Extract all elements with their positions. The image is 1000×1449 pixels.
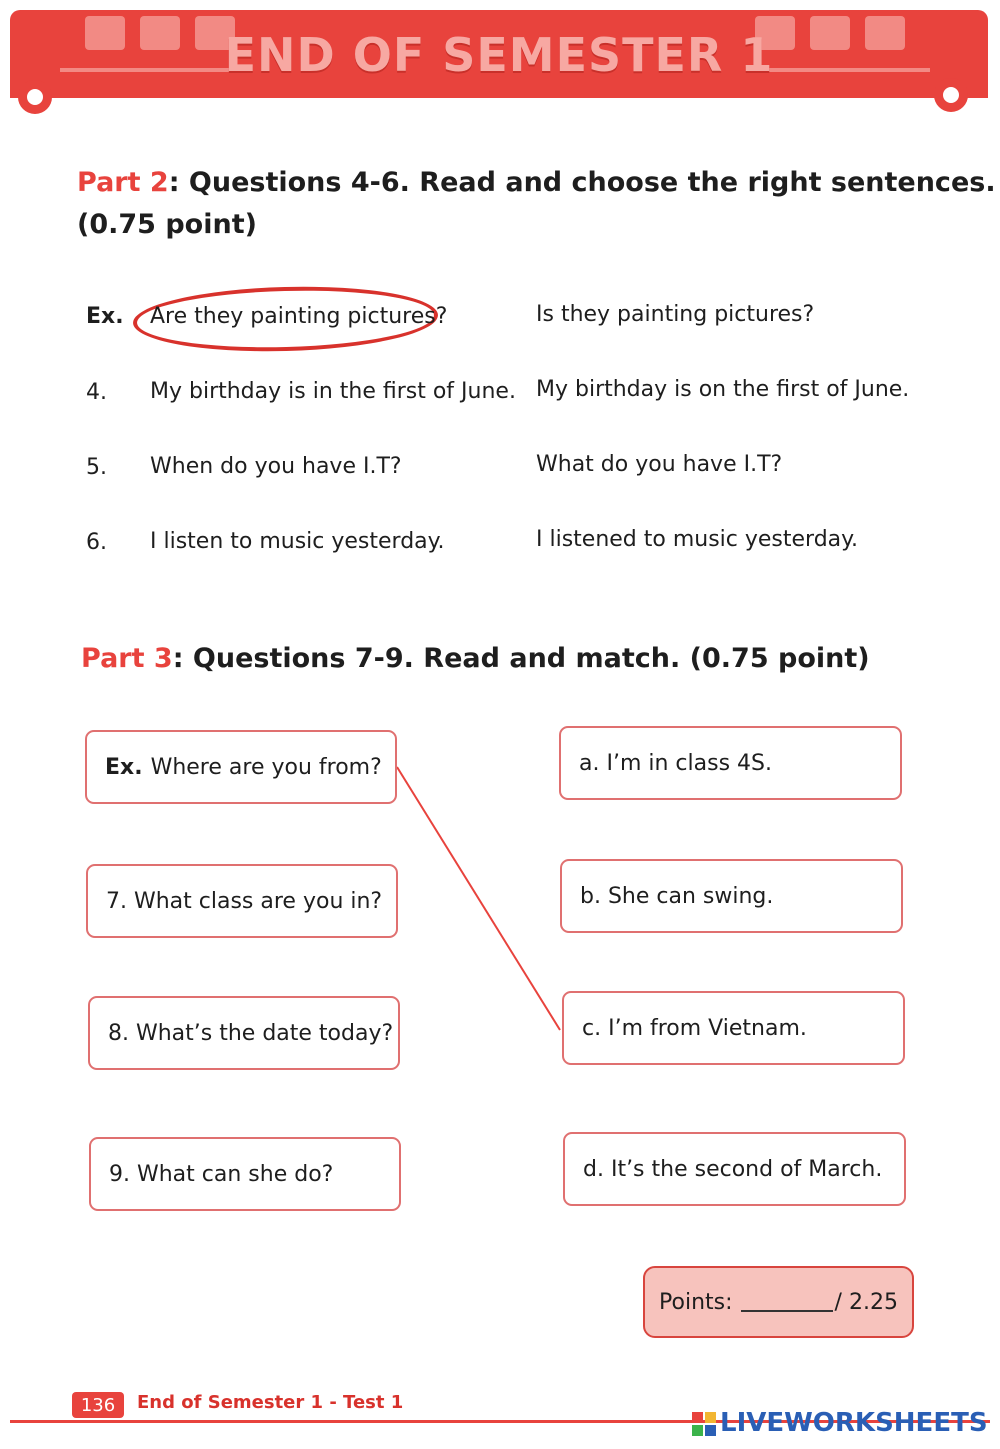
option-left[interactable]: My birthday is in the first of June. <box>150 379 516 404</box>
option-right[interactable]: What do you have I.T? <box>536 452 783 477</box>
question-prefix: Ex. <box>105 754 143 780</box>
banner-title: END OF SEMESTER 1 <box>224 28 774 82</box>
option-left[interactable]: I listen to music yesterday. <box>150 529 445 554</box>
question-box-8[interactable] <box>88 996 400 1070</box>
question-box-ex[interactable] <box>85 730 397 804</box>
answer-text: d. It’s the second of March. <box>583 1156 883 1182</box>
answer-text: a. I’m in class 4S. <box>579 750 772 776</box>
part3-heading <box>81 638 870 680</box>
question-text: 9. What can she do? <box>109 1161 334 1187</box>
option-left[interactable]: Are they painting pictures? <box>150 304 448 329</box>
row-number: Ex. <box>86 304 124 329</box>
part2-heading-line2: (0.75 point) <box>77 209 257 240</box>
wheel-right-icon <box>934 78 968 112</box>
answer-box-a[interactable] <box>559 726 902 800</box>
answer-box-b[interactable] <box>560 859 903 933</box>
part2-heading-line1: : Questions 4-6. Read and choose the right sentences. <box>168 167 996 198</box>
option-right[interactable]: I listened to music yesterday. <box>536 527 859 552</box>
option-right[interactable]: Is they painting pictures? <box>536 302 815 327</box>
footer-title: End of Semester 1 - Test 1 <box>137 1392 404 1413</box>
points-total: / 2.25 <box>834 1289 898 1315</box>
option-left[interactable]: When do you have I.T? <box>150 454 402 479</box>
answer-text: b. She can swing. <box>580 883 774 909</box>
part2-label: Part 2 <box>77 167 169 198</box>
question-text: 7. What class are you in? <box>106 888 383 914</box>
watermark: LIVEWORKSHEETS <box>720 1408 988 1438</box>
points-input[interactable] <box>741 1292 833 1312</box>
points-box <box>643 1266 914 1338</box>
points-label: Points: <box>659 1289 733 1315</box>
question-box-9[interactable] <box>89 1137 401 1211</box>
question-text: Where are you from? <box>150 754 382 780</box>
row-number: 6. <box>86 530 107 555</box>
question-text: 8. What’s the date today? <box>108 1020 394 1046</box>
header-banner <box>10 10 988 98</box>
answer-text: c. I’m from Vietnam. <box>582 1015 807 1041</box>
page-number: 136 <box>72 1392 124 1418</box>
answer-box-c[interactable] <box>562 991 905 1065</box>
wheel-left-icon <box>18 80 52 114</box>
question-box-7[interactable] <box>86 864 398 938</box>
part3-heading-text: : Questions 7-9. Read and match. (0.75 point) <box>172 643 870 674</box>
part2-heading <box>77 162 996 246</box>
answer-box-d[interactable] <box>563 1132 906 1206</box>
row-number: 4. <box>86 380 107 405</box>
row-number: 5. <box>86 455 107 480</box>
part3-label: Part 3 <box>81 643 173 674</box>
liveworksheets-logo-icon <box>692 1412 716 1436</box>
option-right[interactable]: My birthday is on the first of June. <box>536 377 910 402</box>
